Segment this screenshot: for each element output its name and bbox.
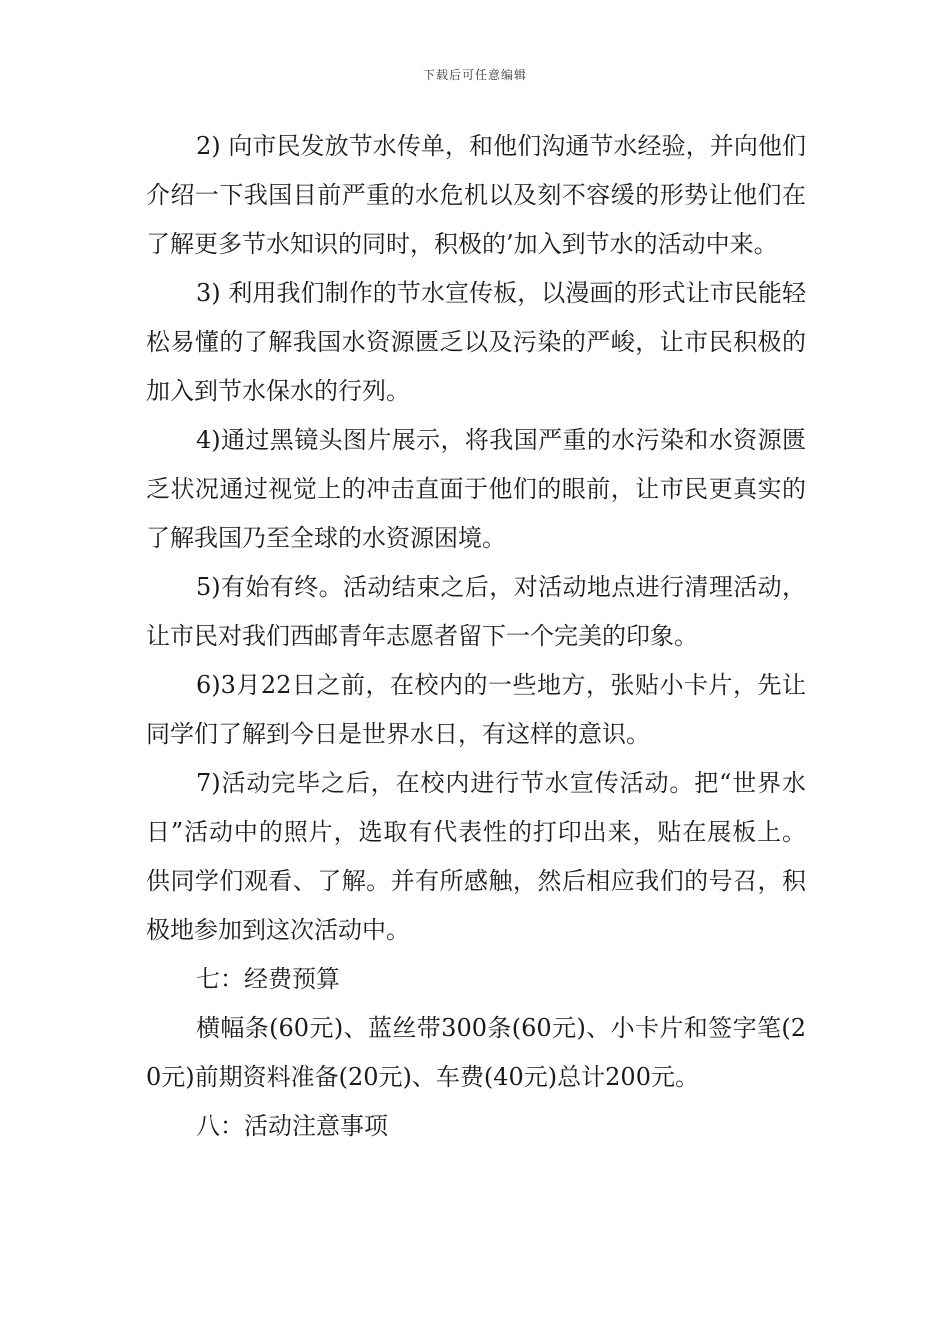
section-heading-budget: 七：经费预算 <box>196 965 340 993</box>
paragraph-item-5: 5)有始有终。活动结束之后，对活动地点进行清理活动，让市民对我们西邮青年志愿者留下一个完美的印象。 <box>146 573 806 650</box>
section-heading-notes: 八：活动注意事项 <box>196 1112 388 1140</box>
page-header: 下载后可任意编辑 <box>422 68 527 82</box>
budget-details: 横幅条(60元)、蓝丝带300条(60元)、小卡片和签字笔(20元)前期资料准备(20元)、车费(40元)总计200元。 <box>146 1014 806 1091</box>
paragraph-item-4: 4)通过黑镜头图片展示，将我国严重的水污染和水资源匮乏状况通过视觉上的冲击直面于他们的眼前，让市民更真实的了解我国乃至全球的水资源困境。 <box>146 426 806 552</box>
paragraph-item-7: 7)活动完毕之后，在校内进行节水宣传活动。把“世界水日”活动中的照片，选取有代表性的打印出来，贴在展板上。供同学们观看、了解。并有所感触，然后相应我们的号召，积极地参加到这次活动中。 <box>146 769 806 944</box>
document-body <box>146 122 806 1151</box>
paragraph-item-3: 3) 利用我们制作的节水宣传板，以漫画的形式让市民能轻松易懂的了解我国水资源匮乏以及污染的严峻，让市民积极的加入到节水保水的行列。 <box>146 279 806 405</box>
paragraph-item-6: 6)3月22日之前，在校内的一些地方，张贴小卡片，先让同学们了解到今日是世界水日，有这样的意识。 <box>146 671 806 748</box>
paragraph-item-2: 2) 向市民发放节水传单，和他们沟通节水经验，并向他们介绍一下我国目前严重的水危机以及刻不容缓的形势让他们在了解更多节水知识的同时，积极的’加入到节水的活动中来。 <box>146 132 806 258</box>
